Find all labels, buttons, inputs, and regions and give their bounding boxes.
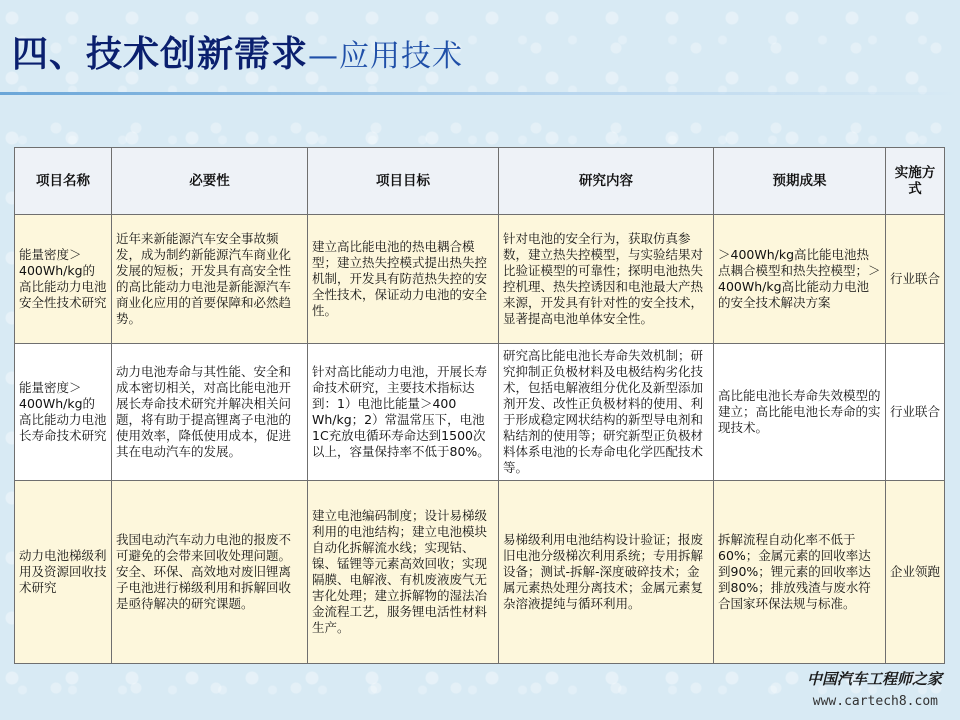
header-mode: 实施方式 — [886, 148, 945, 215]
slide-title — [12, 26, 463, 77]
slide-title-main: 四、技术创新需求 — [12, 34, 309, 75]
table-header-row — [15, 148, 945, 215]
cell-outcome: 高比能电池长寿命失效模型的建立；高比能电池长寿命的实现技术。 — [714, 344, 886, 481]
cell-outcome: ＞400Wh/kg高比能电池热点耦合模型和热失控模型；＞400Wh/kg高比能动力电池的安全技术解决方案 — [714, 215, 886, 344]
slide-title-sub: —应用技术 — [308, 39, 464, 74]
table-row — [15, 215, 945, 344]
cell-mode: 行业联合 — [886, 344, 945, 481]
cell-goal: 建立高比能电池的热电耦合模型；建立热失控模式提出热失控机制，开发具有防范热失控的安全性技术，保证动力电池的安全性。 — [308, 215, 499, 344]
header-outcome: 预期成果 — [714, 148, 886, 215]
watermark-logo: 中国汽车工程师之家 — [806, 670, 942, 688]
cell-project-name: 能量密度＞400Wh/kg的高比能动力电池长寿命技术研究 — [15, 344, 112, 481]
table-row — [15, 344, 945, 481]
cell-outcome: 拆解流程自动化率不低于60%；金属元素的回收率达到90%；锂元素的回收率达到80%；排放残渣与废水符合国家环保法规与标准。 — [714, 481, 886, 664]
header-content: 研究内容 — [499, 148, 714, 215]
cell-project-name: 动力电池梯级利用及资源回收技术研究 — [15, 481, 112, 664]
cell-necessity: 我国电动汽车动力电池的报废不可避免的会带来回收处理问题。安全、环保、高效地对废旧锂离子电池进行梯级利用和拆解回收是亟待解决的研究课题。 — [112, 481, 308, 664]
cell-necessity: 动力电池寿命与其性能、安全和成本密切相关，对高比能电池开展长寿命技术研究并解决相关问题，将有助于提高锂离子电池的使用效率，降低使用成本，促进其在电动汽车的发展。 — [112, 344, 308, 481]
watermark-url: www.cartech8.com — [812, 694, 938, 709]
cell-goal: 建立电池编码制度；设计易梯级利用的电池结构；建立电池模块自动化拆解流水线；实现钴、镍、锰锂等元素高效回收；实现隔膜、电解液、有机废液废气无害化处理；建立拆解物的湿法冶金流程工艺，服务锂电活性材料生产。 — [308, 481, 499, 664]
header-goal: 项目目标 — [308, 148, 499, 215]
cell-necessity: 近年来新能源汽车安全事故频发，成为制约新能源汽车商业化发展的短板；开发具有高安全性的高比能动力电池是新能源汽车商业化应用的首要保障和必然趋势。 — [112, 215, 308, 344]
header-necessity: 必要性 — [112, 148, 308, 215]
header-project-name: 项目名称 — [15, 148, 112, 215]
table-row — [15, 481, 945, 664]
cell-content: 针对电池的安全行为，获取仿真参数，建立热失控模型，与实验结果对比验证模型的可靠性；探明电池热失控机理、热失控诱因和电池最大产热来源，开发具有针对性的安全技术，显著提高电池单体安全性。 — [499, 215, 714, 344]
cell-project-name: 能量密度＞400Wh/kg的高比能动力电池安全性技术研究 — [15, 215, 112, 344]
cell-content: 易梯级利用电池结构设计验证；报废旧电池分级梯次利用系统；专用拆解设备；测试-拆解-深度破碎技术；金属元素热处理分离技术；金属元素复杂溶液提纯与循环利用。 — [499, 481, 714, 664]
cell-content: 研究高比能电池长寿命失效机制；研究抑制正负极材料及电极结构劣化技术，包括电解液组分优化及新型添加剂开发、改性正负极材料的使用、利于形成稳定网状结构的新型导电剂和粘结剂的使用等；研究新型正负极材料体系电池的长寿命电化学匹配技术等。 — [499, 344, 714, 481]
cell-mode: 行业联合 — [886, 215, 945, 344]
title-divider — [0, 92, 960, 95]
cell-mode: 企业领跑 — [886, 481, 945, 664]
tech-demand-table — [14, 147, 945, 664]
cell-goal: 针对高比能动力电池，开展长寿命技术研究，主要技术指标达到：1）电池比能量＞400 Wh/kg；2）常温常压下，电池1C充放电循环寿命达到1500次以上，容量保持率不低于80%。 — [308, 344, 499, 481]
